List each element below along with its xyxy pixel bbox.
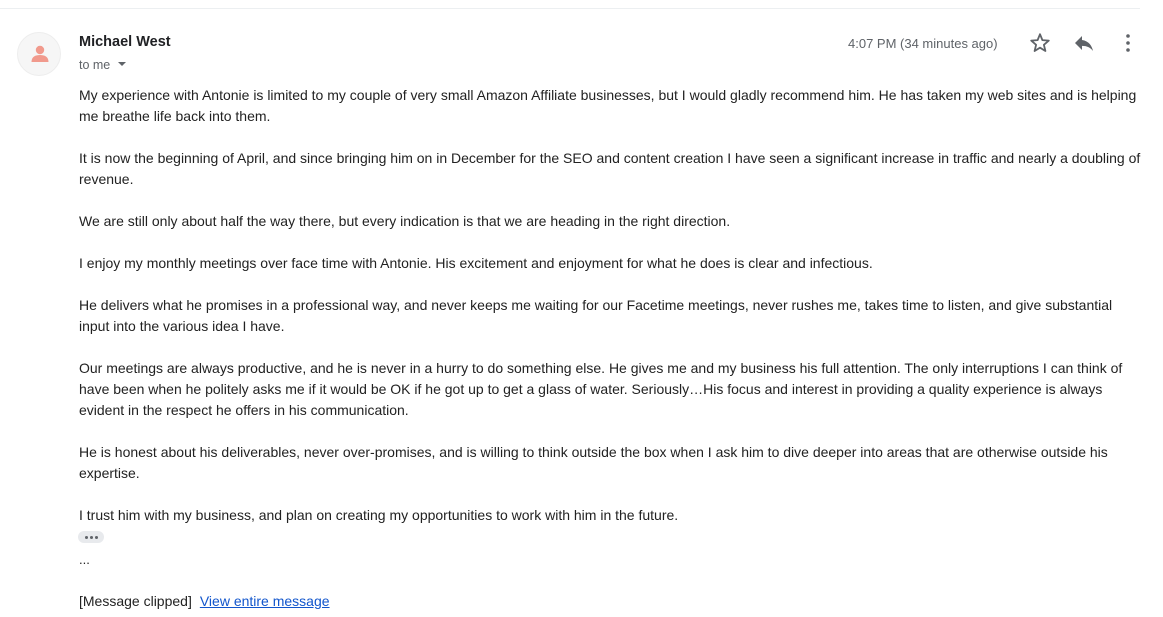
message-timestamp: 4:07 PM (34 minutes ago) bbox=[848, 36, 998, 51]
recipient-details-toggle[interactable] bbox=[79, 58, 126, 72]
person-icon bbox=[30, 44, 50, 64]
recipient-label: to me bbox=[79, 58, 111, 72]
reply-icon bbox=[1072, 31, 1096, 55]
star-icon bbox=[1028, 31, 1052, 55]
view-entire-message-link[interactable]: View entire message bbox=[199, 593, 330, 609]
message-paragraph: My experience with Antonie is limited to my couple of very small Amazon Affiliate businesses, but I would gladly recommend him. He has taken my web sites and is helping me breathe life back into them. bbox=[79, 87, 1137, 124]
chevron-down-icon[interactable] bbox=[118, 62, 126, 66]
message-body bbox=[79, 85, 1141, 547]
sender-name: Michael West bbox=[79, 34, 171, 50]
top-divider bbox=[0, 8, 1140, 9]
message-paragraph: I trust him with my business, and plan on creating my opportunities to work with him in the future. bbox=[79, 507, 679, 523]
show-trimmed-content-icon-dot bbox=[90, 536, 93, 539]
trailing-ellipsis: ... bbox=[79, 552, 90, 567]
message-paragraph: I enjoy my monthly meetings over face time with Antonie. His excitement and enjoyment for what he does is clear and infectious. bbox=[79, 255, 873, 271]
star-button[interactable] bbox=[1028, 31, 1052, 55]
clipped-label: [Message clipped] bbox=[79, 593, 192, 609]
message-paragraph: He is honest about his deliverables, never over-promises, and is willing to think outside the box when I ask him to dive deeper into areas that are otherwise outside his expertise. bbox=[79, 444, 1108, 481]
message-clipped-notice bbox=[79, 593, 330, 609]
message-paragraph: We are still only about half the way there, but every indication is that we are heading in the right direction. bbox=[79, 213, 731, 229]
show-trimmed-content-icon-dot bbox=[95, 536, 98, 539]
message-paragraph: It is now the beginning of April, and since bringing him on in December for the SEO and content creation I have seen a significant increase in traffic and nearly a doubling of revenue. bbox=[79, 150, 1141, 187]
reply-button[interactable] bbox=[1072, 31, 1096, 55]
show-trimmed-content-button[interactable] bbox=[78, 531, 104, 543]
sender-avatar[interactable] bbox=[17, 32, 61, 76]
message-paragraph: Our meetings are always productive, and he is never in a hurry to do something else. He gives me and my business his full attention. The only interruptions I can think of have been when he politely asks me if it would be OK if he got up to get a glass of water. Seriously…His focus and interest in providing a quality experience is always evident in the respect he offers in his communication. bbox=[79, 360, 1123, 418]
show-trimmed-content-icon bbox=[85, 536, 88, 539]
more-options-button[interactable] bbox=[1116, 31, 1140, 55]
more-vert-icon bbox=[1116, 31, 1140, 55]
message-paragraph: He delivers what he promises in a professional way, and never keeps me waiting for our Facetime meetings, never rushes me, takes time to listen, and give substantial input into the various idea I have. bbox=[79, 297, 1113, 334]
